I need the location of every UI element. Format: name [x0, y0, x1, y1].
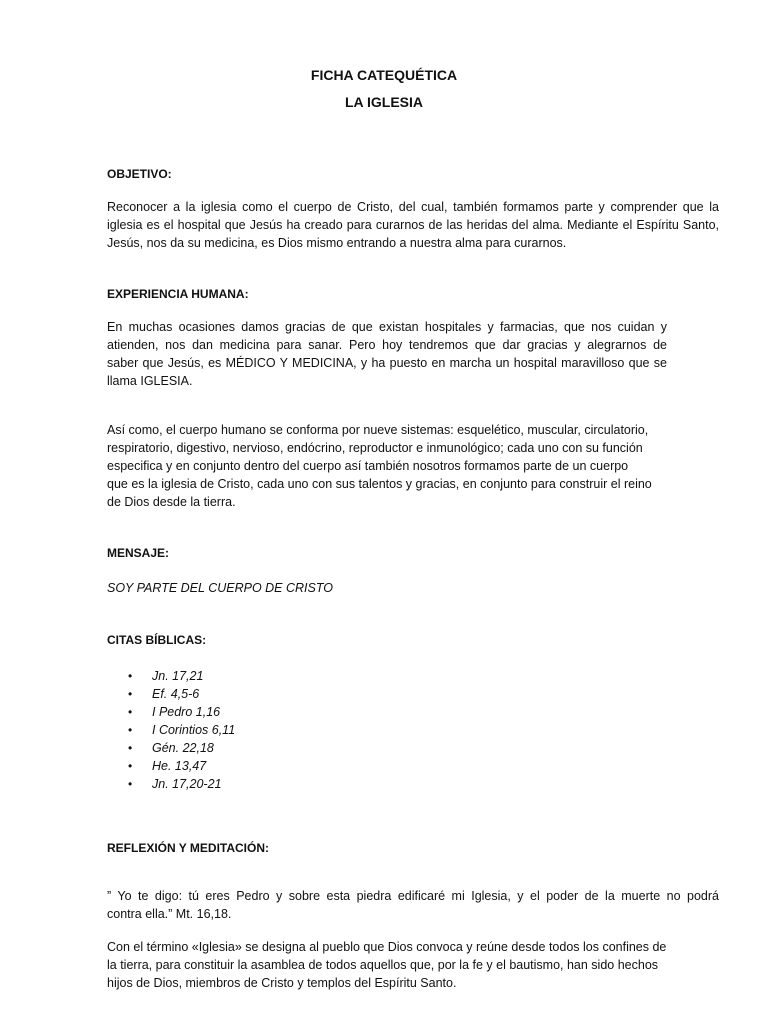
list-item [128, 721, 235, 739]
list-item [128, 775, 235, 793]
citas-heading: CITAS BÍBLICAS: [107, 633, 207, 647]
objetivo-line: Reconocer a la iglesia como el cuerpo de Cristo, del cual, también formamos parte y comprender que la [107, 200, 719, 214]
cita-text: Ef. 4,5-6 [152, 687, 200, 701]
reflexion-heading: REFLEXIÓN Y MEDITACIÓN: [107, 841, 270, 855]
quote-line: contra ella.” Mt. 16,18. [107, 907, 232, 921]
cita-text: Gén. 22,18 [152, 741, 214, 755]
experiencia-line: saber que Jesús, es MÉDICO Y MEDICINA, y ha puesto en marcha un hospital maravilloso que se [107, 356, 667, 370]
list-item [128, 757, 235, 775]
experiencia-line: atienden, nos dan medicina para sanar. Pero hoy tendremos que dar gracias y alegrarnos de [107, 338, 667, 352]
experiencia-line: En muchas ocasiones damos gracias de que existan hospitales y farmacias, que nos cuidan y [107, 320, 667, 334]
list-item [128, 685, 235, 703]
cita-text: Jn. 17,21 [152, 669, 204, 683]
bullet-icon: • [128, 777, 133, 791]
bullet-icon: • [128, 741, 133, 755]
mensaje-heading: MENSAJE: [107, 546, 170, 560]
reflexion-paragraph [107, 938, 677, 992]
list-item [128, 667, 235, 685]
document-subtitle: LA IGLESIA [344, 94, 424, 110]
cita-text: Jn. 17,20-21 [152, 777, 222, 791]
experiencia-paragraph-2 [107, 421, 667, 511]
document-title: FICHA CATEQUÉTICA [310, 67, 458, 83]
experiencia-paragraph-1 [107, 318, 667, 390]
cita-text: I Pedro 1,16 [152, 705, 221, 719]
bullet-icon: • [128, 759, 133, 773]
bullet-icon: • [128, 705, 133, 719]
reflexion-quote [107, 887, 719, 923]
mensaje-text: SOY PARTE DEL CUERPO DE CRISTO [107, 581, 333, 595]
objetivo-line: Jesús, nos da su medicina, es Dios mismo entrando a nuestra alma para curarnos. [107, 236, 567, 250]
objetivo-line: iglesia es el hospital que Jesús ha creado para curarnos de las heridas del alma. Mediante el Espíritu Santo, [107, 218, 719, 232]
bullet-icon: • [128, 669, 133, 683]
cita-text: He. 13,47 [152, 759, 207, 773]
experiencia-line: Así como, el cuerpo humano se conforma por nueve sistemas: esquelético, muscular, circulatorio, [107, 423, 649, 437]
objetivo-heading: OBJETIVO: [107, 167, 172, 181]
reflexion-line: la tierra, para constituir la asamblea de todos aquellos que, por la fe y el bautismo, han sido hechos [107, 958, 659, 972]
reflexion-line: Con el término «Iglesia» se designa al pueblo que Dios convoca y reúne desde todos los confines de [107, 940, 667, 954]
cita-text: I Corintios 6,11 [152, 723, 236, 737]
experiencia-line: llama IGLESIA. [107, 374, 193, 388]
citas-list [128, 667, 235, 793]
objetivo-paragraph [107, 198, 719, 252]
list-item [128, 739, 235, 757]
bullet-icon: • [128, 687, 133, 701]
list-item [128, 703, 235, 721]
experiencia-heading: EXPERIENCIA HUMANA: [107, 287, 249, 301]
experiencia-line: de Dios desde la tierra. [107, 495, 236, 509]
reflexion-line: hijos de Dios, miembros de Cristo y templos del Espíritu Santo. [107, 976, 457, 990]
experiencia-line: especifica y en conjunto dentro del cuerpo así también nosotros formamos parte de un cuerpo [107, 459, 629, 473]
experiencia-line: respiratorio, digestivo, nervioso, endócrino, reproductor e inmunológico; cada uno con su función [107, 441, 643, 455]
bullet-icon: • [128, 723, 133, 737]
quote-line: ” Yo te digo: tú eres Pedro y sobre esta piedra edificaré mi Iglesia, y el poder de la muerte no podrá [107, 889, 719, 903]
experiencia-line: que es la iglesia de Cristo, cada uno con sus talentos y gracias, en conjunto para construir el reino [107, 477, 652, 491]
